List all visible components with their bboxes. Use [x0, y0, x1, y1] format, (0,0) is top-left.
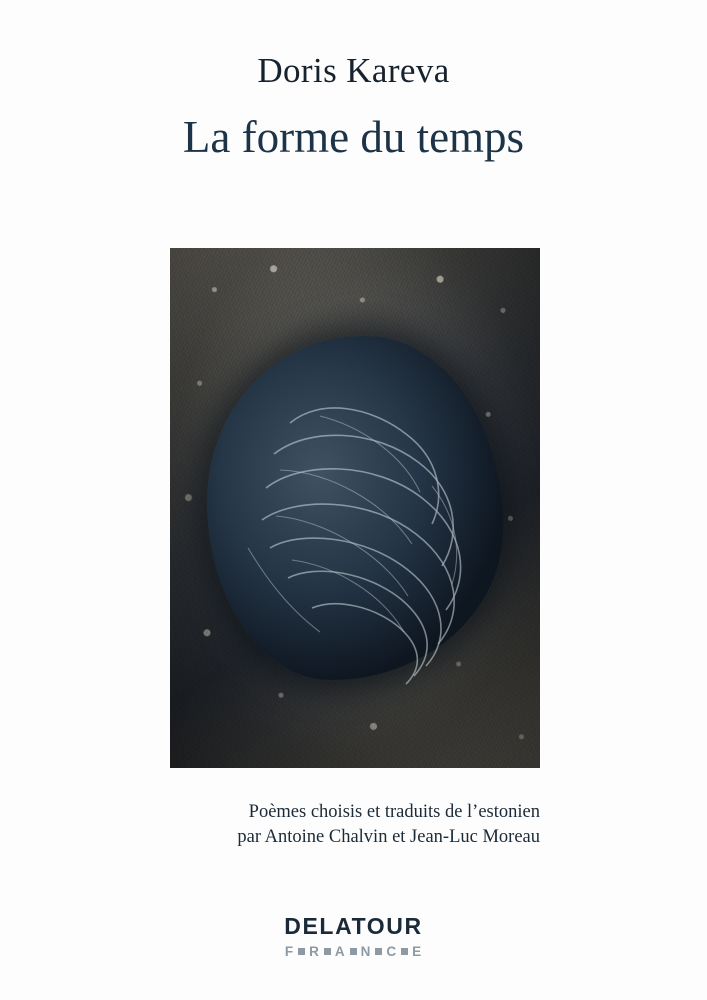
publisher-letter-n: N [360, 944, 372, 959]
publisher-country [0, 945, 707, 959]
publisher-letter-c: C [386, 944, 398, 959]
publisher-letter-r: R [309, 944, 320, 959]
credit-line-2: par Antoine Chalvin et Jean-Luc Moreau [237, 826, 540, 847]
publisher-letter-e: E [412, 944, 423, 959]
square-separator-icon [350, 948, 357, 955]
publisher-letter-a: A [334, 944, 346, 959]
publisher-logo [0, 915, 707, 959]
publisher-letter-f: F [284, 944, 295, 959]
cover-photograph [170, 248, 540, 768]
square-separator-icon [324, 948, 331, 955]
title-block [0, 52, 707, 162]
credit-line-1: Poèmes choisis et traduits de l’estonien [248, 802, 540, 822]
author-name: Doris Kareva [257, 51, 450, 90]
publisher-name: DELATOUR [284, 913, 423, 939]
square-separator-icon [375, 948, 382, 955]
translation-credits [120, 800, 540, 850]
book-title: La forme du temps [182, 111, 525, 162]
ice-contour-lines [170, 248, 540, 768]
square-separator-icon [298, 948, 305, 955]
square-separator-icon [401, 948, 408, 955]
